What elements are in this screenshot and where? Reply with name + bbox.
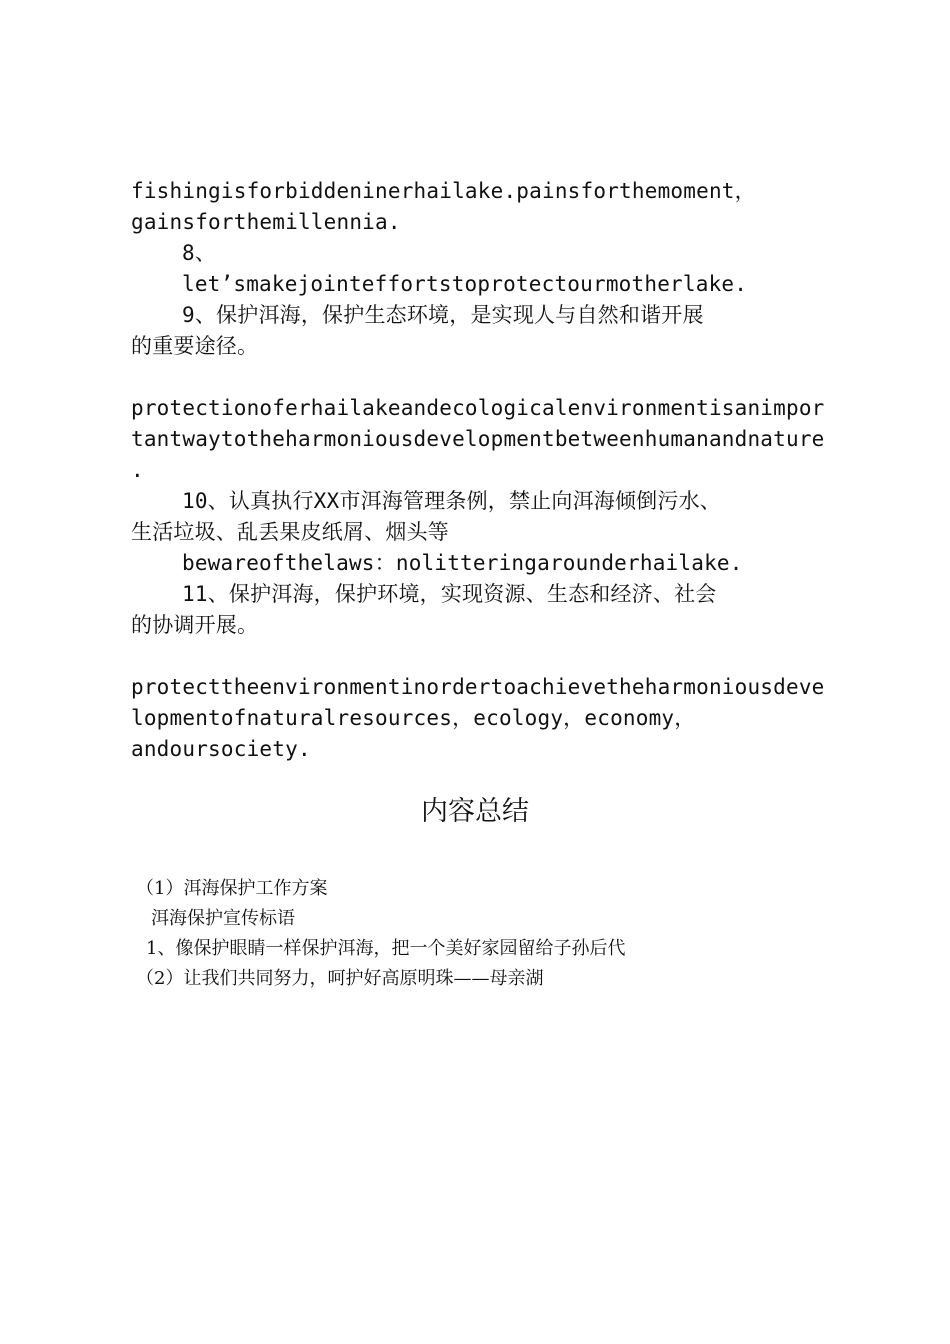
text-line: lopmentofnaturalresources，ecology，economy， xyxy=(131,706,696,730)
summary-item: 1、像保护眼睛一样保护洱海，把一个美好家园留给子孙后代 xyxy=(146,938,626,959)
text-line: 10、认真执行XX市洱海管理条例，禁止向洱海倾倒污水、 xyxy=(182,489,721,513)
text-line: 11、保护洱海，保护环境，实现资源、生态和经济、社会 xyxy=(182,582,717,606)
text-line: 8、 xyxy=(182,241,217,265)
text-line: tantwaytotheharmoniousdevelopmentbetweenhumanandnature xyxy=(131,427,825,451)
text-line: fishingisforbiddeninerhailake.painsforthemoment， xyxy=(131,179,756,203)
text-line: let’smakejointeffortstoprotectourmotherlake. xyxy=(182,272,748,296)
slogan-text-block xyxy=(131,176,825,765)
summary-item: 洱海保护宣传标语 xyxy=(151,908,295,929)
text-line: . xyxy=(131,458,144,482)
text-line: protectionoferhailakeandecologicalenvironmentisanimpor xyxy=(131,396,825,420)
blank-line xyxy=(131,641,821,672)
text-line: gainsforthemillennia. xyxy=(131,210,401,234)
text-line: 9、保护洱海，保护生态环境，是实现人与自然和谐开展 xyxy=(182,303,704,327)
text-line: bewareofthelaws：nolitteringarounderhailake. xyxy=(182,551,743,575)
blank-line xyxy=(131,362,821,393)
summary-title: 内容总结 xyxy=(421,796,529,827)
text-line: 的重要途径。 xyxy=(131,334,259,358)
text-line: andoursociety. xyxy=(131,737,311,761)
summary-list xyxy=(136,874,836,994)
summary-item: （2）让我们共同努力，呵护好高原明珠——母亲湖 xyxy=(136,968,544,989)
text-line: 生活垃圾、乱丢果皮纸屑、烟头等 xyxy=(131,520,449,544)
text-line: protecttheenvironmentinordertoachievetheharmoniousdeve xyxy=(131,675,825,699)
summary-item: （1）洱海保护工作方案 xyxy=(136,878,328,899)
text-line: 的协调开展。 xyxy=(131,613,259,637)
